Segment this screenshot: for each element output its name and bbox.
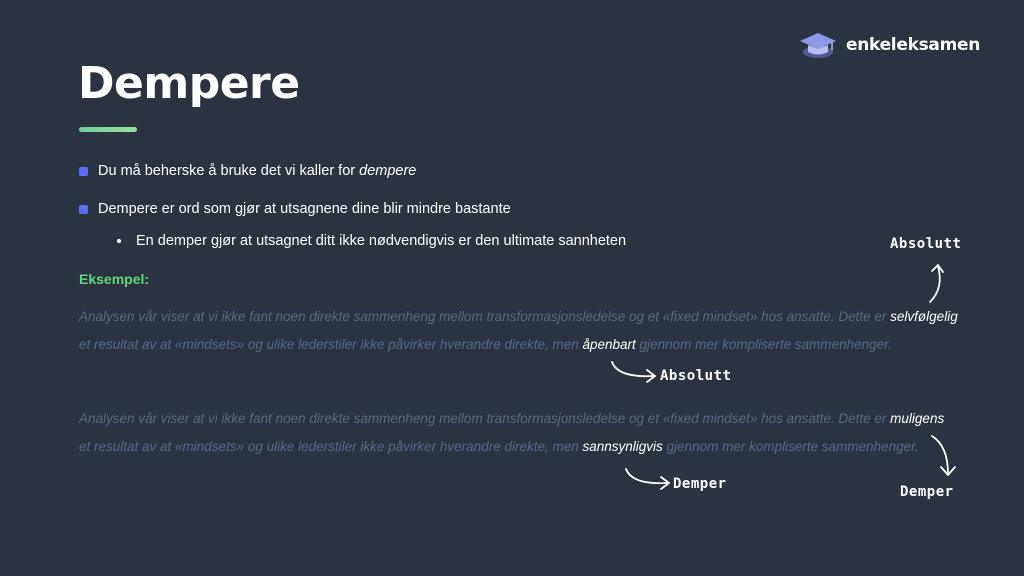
brand-name: enkeleksamen (846, 35, 981, 55)
bullet-1-emphasis: dempere (359, 163, 417, 179)
graduation-cap-icon (798, 30, 838, 60)
paragraph-1-line-1: Analysen vår viser at vi ikke fant noen direkte sammenheng mellom transformasjonsledelse og et «fixed mindset» hos ansatte. Dette er selvfølgelig (79, 309, 958, 324)
paragraph-2-line-1: Analysen vår viser at vi ikke fant noen direkte sammenheng mellom transformasjonsledelse og et «fixed mindset» hos ansatte. Dette er muligens (79, 411, 945, 426)
bullet-1-text: Du må beherske å bruke det vi kaller for (98, 163, 360, 179)
arrow-right-icon (624, 467, 674, 493)
arrow-down-icon (928, 434, 962, 478)
bullet-square-icon (79, 205, 88, 214)
annotation-absolutt-mid: Absolutt (660, 368, 732, 384)
highlight-sannsynligvis: sannsynligvis (582, 439, 663, 454)
highlight-muligens: muligens (890, 411, 945, 426)
paragraph-1-line-2: et resultat av at «mindsets» og ulike lederstiler ikke påvirker hverandre direkte, men åpenbart gjennom mer kompliserte sammenhenger. (79, 337, 892, 352)
annotation-absolutt-top: Absolutt (890, 236, 962, 252)
bullet-2-text: Dempere er ord som gjør at utsagnene dine blir mindre bastante (98, 201, 511, 217)
bullet-square-icon (79, 167, 88, 176)
paragraph-2-line-2: et resultat av at «mindsets» og ulike lederstiler ikke påvirker hverandre direkte, men sannsynligvis gjennom mer kompliserte sammenhenger. (79, 439, 919, 454)
highlight-apenbart: åpenbart (582, 337, 636, 352)
sub-bullet-dot-icon (117, 239, 121, 243)
title-underline (79, 127, 137, 132)
arrow-right-icon (610, 360, 660, 386)
brand-logo (798, 30, 980, 60)
annotation-demper-right: Demper (900, 484, 954, 500)
highlight-selvfolgelig: selvfølgelig (890, 309, 958, 324)
bullet-item-1 (79, 163, 416, 179)
sub-bullet-1-text: En demper gjør at utsagnet ditt ikke nødvendigvis er den ultimate sannheten (136, 233, 627, 249)
example-paragraph-absolute (79, 303, 979, 359)
sub-bullet-item-1 (117, 233, 626, 249)
example-paragraph-demper (79, 405, 979, 461)
bullet-item-2 (79, 201, 511, 217)
example-label: Eksempel: (79, 271, 150, 287)
annotation-demper-mid: Demper (673, 476, 727, 492)
arrow-up-icon (922, 262, 952, 307)
page-title: Dempere (78, 58, 300, 109)
